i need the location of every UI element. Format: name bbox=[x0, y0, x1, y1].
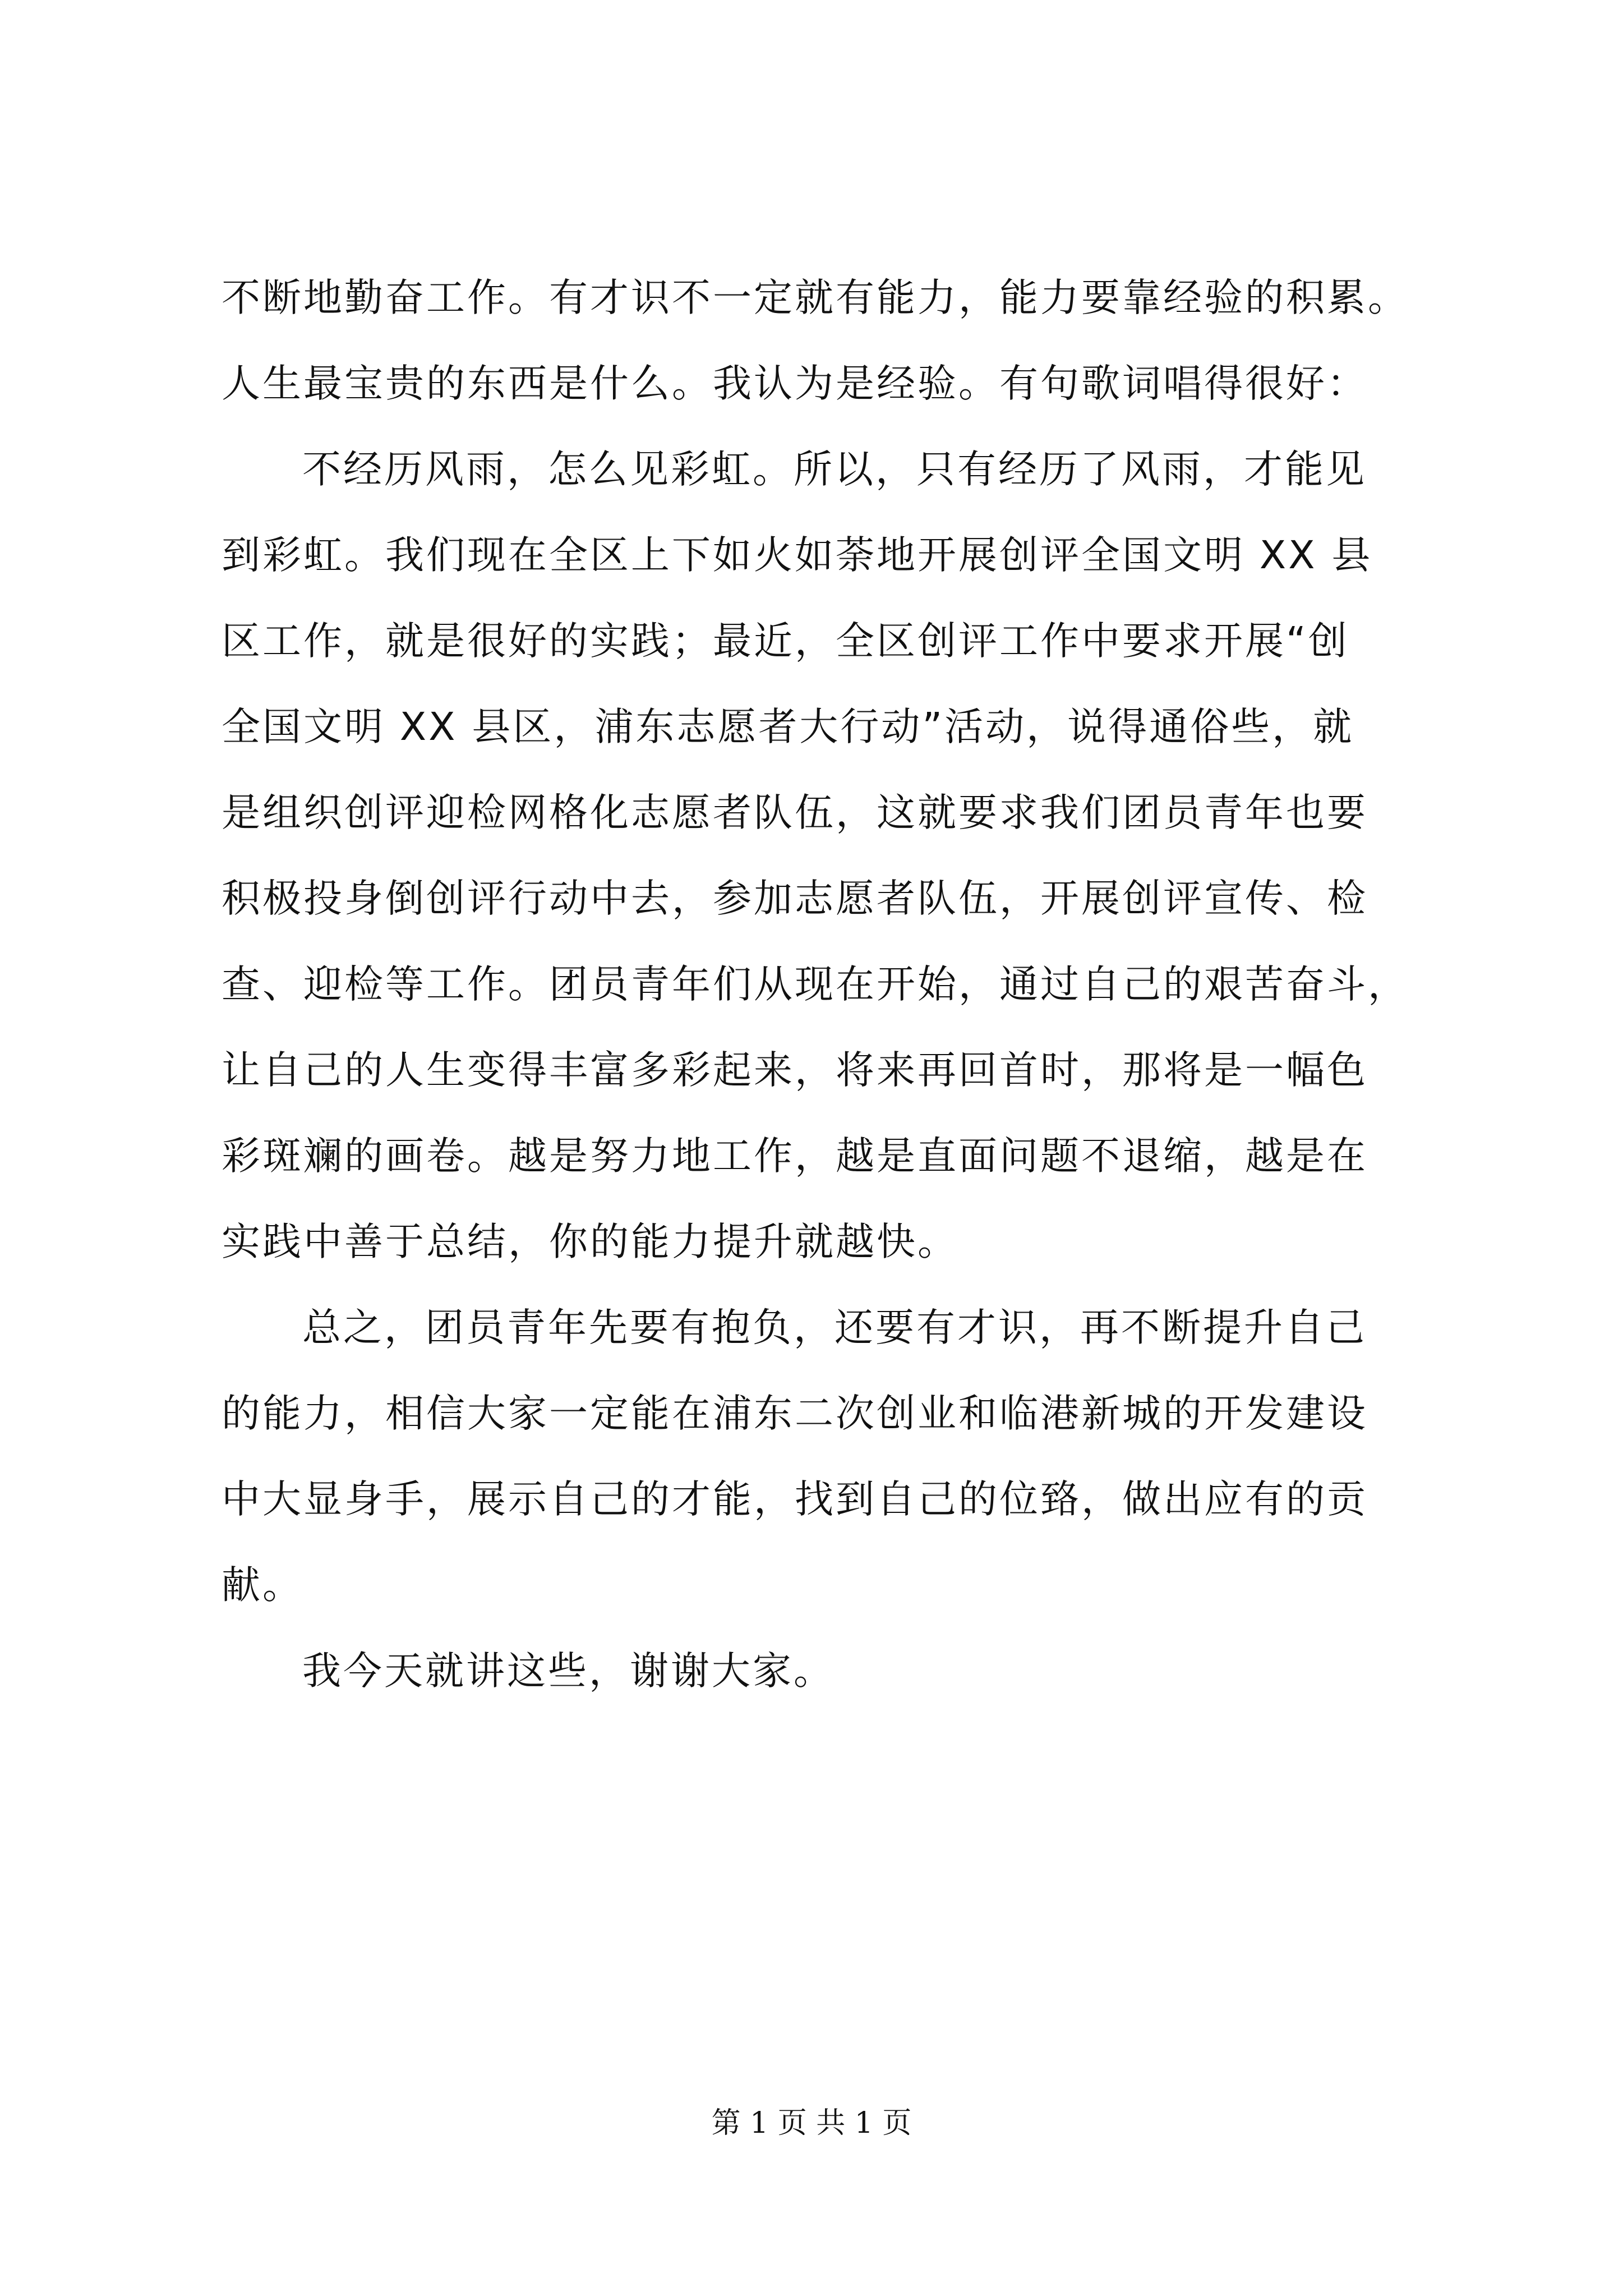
text-line: 的能力，相信大家一定能在浦东二次创业和临港新城的开发建设 bbox=[222, 1391, 1368, 1436]
text-line: 全国文明 XX 县区，浦东志愿者大行动”活动，说得通俗些，就 bbox=[222, 705, 1354, 749]
text-line: 区工作，就是很好的实践；最近，全区创评工作中要求开展“创 bbox=[222, 619, 1349, 664]
text-line: 是组织创评迎检网格化志愿者队伍，这就要求我们团员青年也要 bbox=[222, 790, 1368, 835]
text-line: 让自己的人生变得丰富多彩起来，将来再回首时，那将是一幅色 bbox=[222, 1048, 1368, 1093]
text-line: 到彩虹。我们现在全区上下如火如荼地开展创评全国文明 XX 县 bbox=[222, 533, 1373, 578]
page-footer: 第 1 页 共 1 页 bbox=[711, 2106, 912, 2140]
text-line: 不断地勤奋工作。有才识不一定就有能力，能力要靠经验的积累。 bbox=[222, 275, 1409, 320]
text-line: 积极投身倒创评行动中去，参加志愿者队伍，开展创评宣传、检 bbox=[222, 876, 1368, 921]
text-line: 查、迎检等工作。团员青年们从现在开始，通过自己的艰苦奋斗， bbox=[222, 962, 1409, 1007]
document-body bbox=[222, 255, 1450, 1714]
text-line: 总之，团员青年先要有抱负，还要有才识，再不断提升自己 bbox=[302, 1305, 1367, 1350]
text-line: 我今天就讲这些，谢谢大家。 bbox=[302, 1649, 834, 1694]
text-line: 不经历风雨，怎么见彩虹。所以，只有经历了风雨，才能见 bbox=[302, 447, 1367, 492]
text-line: 献。 bbox=[222, 1563, 303, 1608]
text-line: 实践中善于总结，你的能力提升就越快。 bbox=[222, 1220, 958, 1264]
text-line: 中大显身手，展示自己的才能，找到自己的位臵，做出应有的贡 bbox=[222, 1477, 1368, 1522]
text-line: 彩斑斓的画卷。越是努力地工作，越是直面问题不退缩，越是在 bbox=[222, 1134, 1368, 1179]
text-line: 人生最宝贵的东西是什么。我认为是经验。有句歌词唱得很好： bbox=[222, 361, 1368, 406]
